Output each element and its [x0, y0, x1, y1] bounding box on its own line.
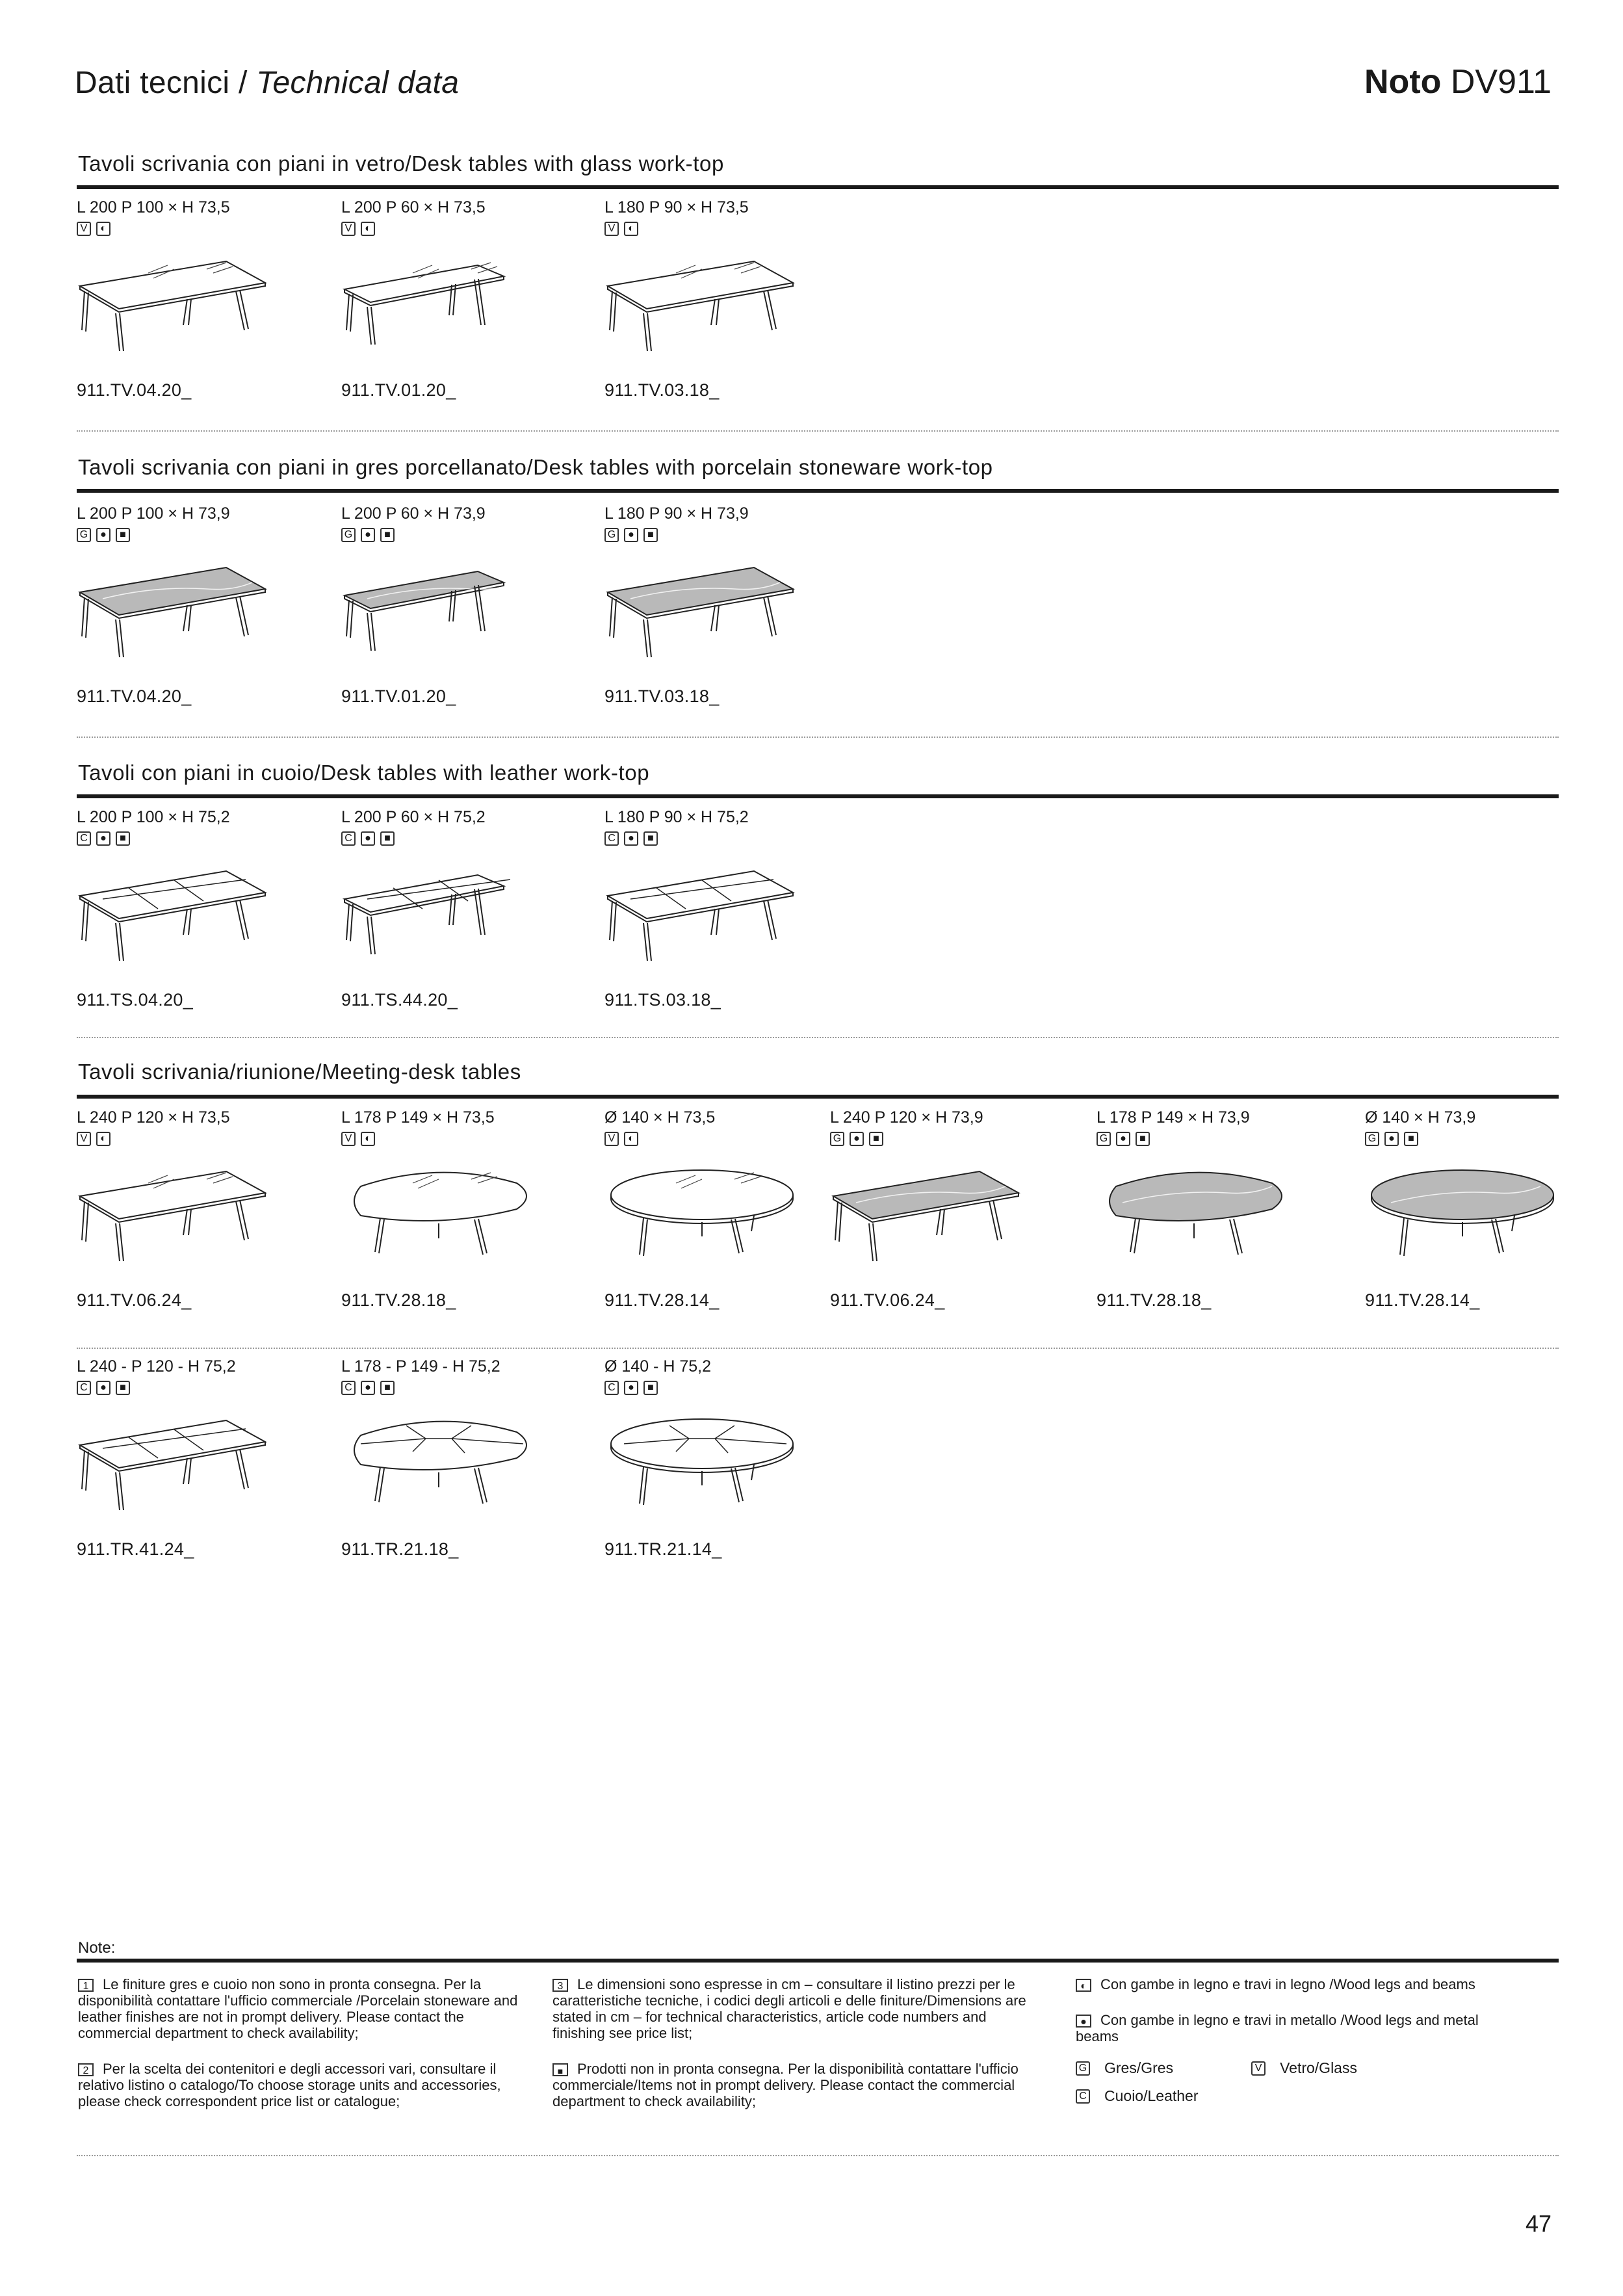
metal-beams-icon: ● [1116, 1132, 1130, 1146]
section-rule [77, 794, 1559, 798]
notes-rule [77, 1959, 1559, 1963]
glass-icon: V [77, 222, 91, 236]
square-icon: ■ [1404, 1132, 1418, 1146]
gres-icon: G [77, 528, 91, 542]
table-drawing [604, 254, 812, 364]
table-drawing [1097, 1164, 1305, 1274]
table-dimensions: L 178 P 149 × H 73,9 [1097, 1108, 1250, 1127]
square-icon: ■ [643, 1381, 658, 1395]
section-rule [77, 1095, 1559, 1099]
table-drawing [341, 1164, 549, 1274]
finish-icons [830, 1132, 883, 1149]
table-illustration [341, 1164, 549, 1277]
legend-wood [1076, 1976, 1479, 1992]
table-dimensions: L 200 P 60 × H 73,5 [341, 198, 486, 216]
product-code: 911.TV.04.20_ [77, 380, 192, 400]
glass-icon: V [604, 222, 619, 236]
table-dimensions: L 200 P 100 × H 75,2 [77, 808, 230, 826]
section-title-gres: Tavoli scrivania con piani in gres porcellanato/Desk tables with porcelain stoneware work-top [78, 455, 993, 479]
legend-glass [1251, 2060, 1357, 2076]
gres-icon: G [830, 1132, 844, 1146]
finish-icons [341, 831, 395, 848]
product-code: 911.TS.44.20_ [341, 990, 458, 1010]
finish-icons [77, 831, 130, 848]
legend [1076, 1976, 1479, 2104]
product-code: 911.TV.03.18_ [604, 686, 720, 706]
note-number: 2 [78, 2063, 94, 2076]
divider [77, 1037, 1559, 1038]
product-code: 911.TV.01.20_ [341, 380, 456, 400]
glass-icon: V [341, 1132, 356, 1146]
table-drawing [341, 560, 549, 670]
note-number: 3 [552, 1979, 568, 1992]
page-number: 47 [1525, 2210, 1552, 2237]
finish-icons [1097, 1132, 1150, 1149]
product-code: 911.TR.21.18_ [341, 1539, 459, 1559]
metal-beams-icon: ● [96, 831, 110, 846]
square-icon: ■ [1136, 1132, 1150, 1146]
section-rule [77, 185, 1559, 189]
page-title [75, 65, 459, 101]
table-illustration [604, 254, 812, 367]
legend-gres [1076, 2060, 1173, 2076]
section-rule [77, 489, 1559, 493]
metal-beams-icon: ● [361, 1381, 375, 1395]
leather-icon: C [604, 831, 619, 846]
product-code: 911.TV.04.20_ [77, 686, 192, 706]
product-code: 911.TS.03.18_ [604, 990, 721, 1010]
leather-icon: C [604, 1381, 619, 1395]
table-drawing [341, 254, 549, 364]
finish-icons [604, 1132, 638, 1149]
legend-text: Vetro/Glass [1280, 2059, 1357, 2076]
metal-beams-icon: ● [850, 1132, 864, 1146]
finish-icons [77, 1381, 130, 1398]
legend-text: Cuoio/Leather [1104, 2087, 1199, 2104]
table-dimensions: L 180 P 90 × H 75,2 [604, 808, 749, 826]
note-number: 1 [78, 1979, 94, 1992]
table-dimensions: L 240 - P 120 - H 75,2 [77, 1357, 236, 1376]
glass-icon: V [604, 1132, 619, 1146]
product-code: 911.TS.04.20_ [77, 990, 194, 1010]
table-drawing [604, 863, 812, 974]
product-code: 911.TV.28.14_ [1365, 1290, 1480, 1310]
finish-icons [1365, 1132, 1418, 1149]
product-code: 911.TV.28.18_ [1097, 1290, 1212, 1310]
square-icon: ■ [380, 528, 395, 542]
table-dimensions: L 240 P 120 × H 73,9 [830, 1108, 983, 1127]
product-code: 911.TR.41.24_ [77, 1539, 194, 1559]
table-dimensions: L 200 P 100 × H 73,5 [77, 198, 230, 216]
table-illustration [604, 560, 812, 673]
gres-icon: G [604, 528, 619, 542]
finish-icons [604, 831, 658, 848]
leather-icon: C [341, 831, 356, 846]
brand-code: DV911 [1441, 63, 1552, 101]
table-dimensions: Ø 140 - H 75,2 [604, 1357, 711, 1376]
table-illustration [1365, 1164, 1573, 1277]
table-illustration [341, 863, 549, 977]
glass-icon: V [77, 1132, 91, 1146]
note-2 [78, 2061, 533, 2109]
metal-beams-icon: ● [624, 528, 638, 542]
table-drawing [604, 1164, 812, 1274]
title-regular: Dati tecnici / [75, 66, 257, 100]
table-illustration [77, 1413, 285, 1526]
table-drawing [830, 1164, 1038, 1274]
table-drawing [77, 560, 285, 670]
note-4 [552, 2061, 1027, 2109]
note-text: Le finiture gres e cuoio non sono in pronta consegna. Per la disponibilità contattare l'ufficio commerciale /Porcelain stoneware and leather finishes are not in prompt delivery. Please contact the commercial department to check availability; [78, 1976, 518, 2041]
gres-icon: G [1076, 2061, 1090, 2076]
table-illustration [77, 863, 285, 977]
glass-icon: V [341, 222, 356, 236]
gres-icon: G [341, 528, 356, 542]
table-drawing [1365, 1164, 1573, 1274]
table-drawing [77, 1413, 285, 1523]
leather-icon: C [77, 1381, 91, 1395]
square-icon: ■ [116, 528, 130, 542]
glass-icon: V [1251, 2061, 1266, 2076]
table-illustration [77, 1164, 285, 1277]
notes-label: Note: [78, 1939, 116, 1957]
square-icon: ■ [643, 528, 658, 542]
table-illustration [77, 560, 285, 673]
divider [77, 737, 1559, 738]
legend-metal [1076, 2012, 1479, 2044]
section-title-glass: Tavoli scrivania con piani in vetro/Desk tables with glass work-top [78, 151, 724, 176]
table-dimensions: L 178 - P 149 - H 75,2 [341, 1357, 500, 1376]
notes-column-1 [78, 1976, 533, 2129]
product-code: 911.TV.06.24_ [830, 1290, 945, 1310]
metal-beams-icon: ● [1384, 1132, 1399, 1146]
gres-icon: G [1097, 1132, 1111, 1146]
square-icon: ■ [869, 1132, 883, 1146]
table-drawing [341, 863, 549, 974]
divider [77, 430, 1559, 432]
product-code: 911.TV.01.20_ [341, 686, 456, 706]
brand-name: Noto [1364, 63, 1442, 101]
square-icon: ■ [116, 1381, 130, 1395]
notes-column-2 [552, 1976, 1027, 2129]
table-illustration [830, 1164, 1038, 1277]
metal-beams-icon: ● [96, 528, 110, 542]
table-illustration [341, 1413, 549, 1526]
note-1 [78, 1976, 533, 2041]
square-icon: ■ [116, 831, 130, 846]
wood-legs-icon: ◐ [624, 222, 638, 236]
note-3 [552, 1976, 1027, 2041]
metal-beams-icon: ● [361, 831, 375, 846]
table-illustration [1097, 1164, 1305, 1277]
table-dimensions: L 240 P 120 × H 73,5 [77, 1108, 230, 1127]
legend-text: Gres/Gres [1104, 2059, 1174, 2076]
table-illustration [604, 863, 812, 977]
leather-icon: C [1076, 2089, 1090, 2104]
wood-legs-icon: ◐ [361, 1132, 375, 1146]
table-dimensions: Ø 140 × H 73,9 [1365, 1108, 1476, 1127]
table-dimensions: L 178 P 149 × H 73,5 [341, 1108, 495, 1127]
metal-beams-icon: ● [96, 1381, 110, 1395]
finish-icons [604, 222, 638, 239]
title-italic: Technical data [256, 66, 460, 100]
section-title-meeting: Tavoli scrivania/riunione/Meeting-desk tables [78, 1060, 521, 1084]
note-text: Per la scelta dei contenitori e degli accessori vari, consultare il relativo listino o catalogo/To choose storage units and accessories, please check correspondent price list or catalogue; [78, 2061, 501, 2109]
table-illustration [341, 560, 549, 673]
product-code: 911.TV.28.18_ [341, 1290, 456, 1310]
leather-icon: C [77, 831, 91, 846]
table-dimensions: L 200 P 100 × H 73,9 [77, 504, 230, 523]
finish-icons [604, 1381, 658, 1398]
metal-beams-icon: ● [624, 1381, 638, 1395]
table-drawing [341, 1413, 549, 1523]
note-text: Le dimensioni sono espresse in cm – consultare il listino prezzi per le caratteristiche tecniche, i codici degli articoli e delle finiture/Dimensions are stated in cm – for technical characteristics, article code numbers and finishing see price list; [552, 1976, 1026, 2041]
table-illustration [604, 1164, 812, 1277]
legend-leather [1076, 2088, 1479, 2104]
table-dimensions: Ø 140 × H 73,5 [604, 1108, 716, 1127]
product-code: 911.TV.28.14_ [604, 1290, 720, 1310]
finish-icons [341, 528, 395, 545]
table-drawing [604, 1413, 812, 1523]
product-name [1364, 62, 1552, 101]
square-icon: ■ [380, 1381, 395, 1395]
wood-legs-icon: ◐ [624, 1132, 638, 1146]
table-drawing [77, 254, 285, 364]
product-code: 911.TR.21.14_ [604, 1539, 722, 1559]
metal-beams-icon: ● [1076, 2015, 1091, 2028]
wood-legs-icon: ◐ [361, 222, 375, 236]
table-illustration [77, 254, 285, 367]
gres-icon: G [1365, 1132, 1379, 1146]
finish-icons [341, 1381, 395, 1398]
finish-icons [77, 1132, 110, 1149]
finish-icons [341, 222, 375, 239]
product-code: 911.TV.03.18_ [604, 380, 720, 400]
wood-legs-icon: ◐ [96, 1132, 110, 1146]
legend-text: Con gambe in legno e travi in legno /Wood legs and beams [1100, 1976, 1475, 1992]
square-icon: ■ [643, 831, 658, 846]
table-drawing [604, 560, 812, 670]
divider [77, 1348, 1559, 1349]
note-text: Prodotti non in pronta consegna. Per la disponibilità contattare l'ufficio commerciale/Items not in prompt delivery. Please contact the commercial department to check availability; [552, 2061, 1019, 2109]
legend-text: Con gambe in legno e travi in metallo /Wood legs and metal beams [1076, 2012, 1479, 2044]
table-drawing [77, 863, 285, 974]
leather-icon: C [341, 1381, 356, 1395]
table-illustration [604, 1413, 812, 1526]
table-dimensions: L 180 P 90 × H 73,9 [604, 504, 749, 523]
finish-icons [604, 528, 658, 545]
finish-icons [341, 1132, 375, 1149]
metal-beams-icon: ● [624, 831, 638, 846]
divider [77, 2155, 1559, 2156]
finish-icons [77, 222, 110, 239]
table-illustration [341, 254, 549, 367]
section-title-leather: Tavoli con piani in cuoio/Desk tables with leather work-top [78, 761, 650, 785]
finish-icons [77, 528, 130, 545]
table-drawing [77, 1164, 285, 1274]
table-dimensions: L 180 P 90 × H 73,5 [604, 198, 749, 216]
metal-beams-icon: ● [361, 528, 375, 542]
table-dimensions: L 200 P 60 × H 75,2 [341, 808, 486, 826]
wood-legs-icon: ◐ [1076, 1979, 1091, 1992]
wood-legs-icon: ◐ [96, 222, 110, 236]
product-code: 911.TV.06.24_ [77, 1290, 192, 1310]
square-icon: ■ [380, 831, 395, 846]
table-dimensions: L 200 P 60 × H 73,9 [341, 504, 486, 523]
square-icon: ■ [552, 2063, 568, 2076]
